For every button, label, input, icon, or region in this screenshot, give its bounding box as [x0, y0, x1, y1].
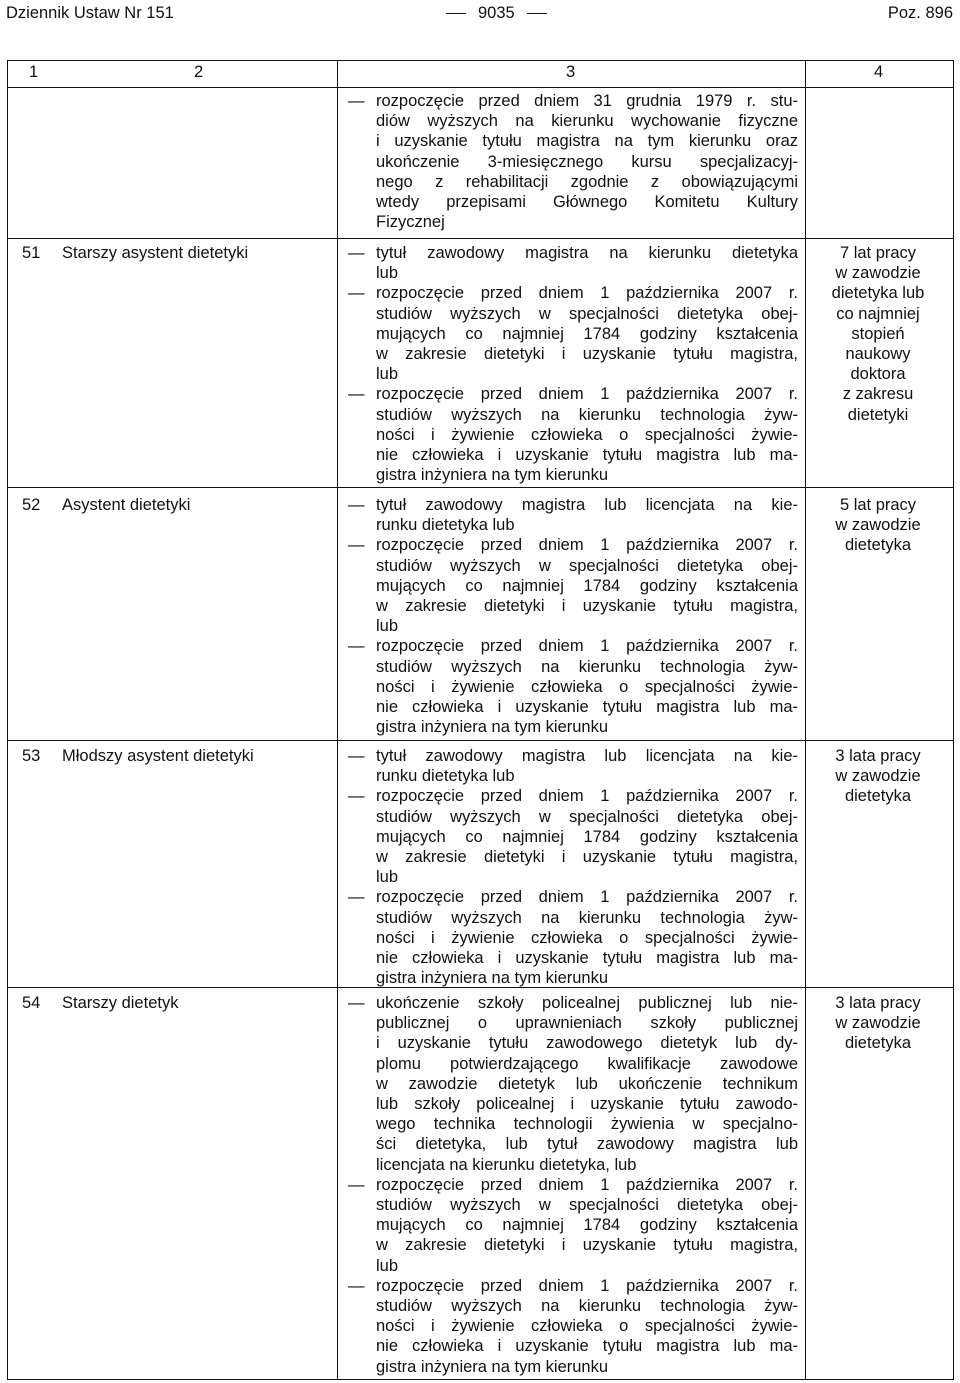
column-header-4: 4 [874, 63, 884, 81]
column-header-2: 2 [194, 63, 204, 81]
row-number: 51 [22, 244, 41, 262]
row-divider [7, 740, 954, 741]
text-line: ności i żywienie człowieka o specjalności żywie- [376, 928, 798, 947]
text-line: w zakresie dietetyki i uzyskanie tytułu magistra, [376, 848, 798, 867]
text-line: mujących co najmniej 1784 godziny kształcenia [376, 324, 798, 343]
table-row-54-requirements [348, 993, 798, 1377]
text-line: i uzyskanie tytułu zawodowego dietetyk lub dy- [376, 1034, 798, 1053]
text-line: Fizycznej [376, 213, 445, 232]
text-line: rozpoczęcie przed dniem 1 października 2007 r. [376, 385, 798, 404]
requirement-item [348, 1276, 798, 1377]
header-row-divider [7, 87, 954, 88]
text-line: nie człowieka i uzyskanie tytułu magistra lub ma- [376, 698, 798, 717]
text-line: nego z rehabilitacji zgodnie z obowiązującymi [376, 172, 798, 191]
text-line: rozpoczęcie przed dniem 1 października 2007 r. [376, 787, 798, 806]
text-line: studiów wyższych w specjalności dietetyka obej- [376, 807, 798, 826]
text-line: w zakresie dietetyki i uzyskanie tytułu magistra, [376, 597, 798, 616]
text-line: publicznej o uprawnieniach szkoły publicznej [376, 1014, 798, 1033]
text-line: rozpoczęcie przed dniem 31 grudnia 1979 r. stu- [376, 92, 798, 110]
text-line: nie człowieka i uzyskanie tytułu magistra lub ma- [376, 446, 798, 465]
experience-line: z zakresu [842, 385, 914, 404]
text-line: ności i żywienie człowieka o specjalności żywie- [376, 1317, 798, 1336]
table-row-53-title-cell [22, 746, 254, 766]
text-line: i uzyskanie tytułu magistra na tym kierunku oraz [376, 132, 798, 151]
text-line: w zawodzie dietetyk lub ukończenie technikum [376, 1074, 798, 1093]
text-line: tytuł zawodowy magistra lub licencjata na kie- [376, 747, 798, 765]
text-line: studiów wyższych na kierunku technologia żyw- [376, 405, 798, 424]
position-title: Asystent dietetyki [62, 496, 191, 514]
requirement-item [348, 384, 798, 485]
em-dash-bullet: — [348, 536, 365, 555]
requirement-item [348, 887, 798, 988]
dash-left [446, 13, 466, 14]
dash-right [527, 13, 547, 14]
requirement-item [348, 746, 798, 786]
table-row-53-requirements [348, 746, 798, 988]
experience-line: dietetyka [844, 536, 912, 555]
text-line: studiów wyższych na kierunku technologia żyw- [376, 1297, 798, 1316]
text-line: wego technika technologii żywienia w specjalno- [376, 1115, 798, 1134]
column-divider-3-4 [805, 60, 806, 1380]
text-line: gistra inżyniera na tym kierunku [376, 969, 609, 988]
text-line: gistra inżyniera na tym kierunku [376, 466, 609, 485]
requirement-item [348, 636, 798, 737]
experience-line: w zawodzie [835, 264, 921, 283]
experience-line: dietetyka [844, 1034, 912, 1053]
table-row-54-title-cell [22, 993, 178, 1013]
table-row-53-experience [808, 746, 948, 807]
experience-line: stopień [851, 324, 905, 343]
text-line: studiów wyższych w specjalności dietetyka obej- [376, 556, 798, 575]
text-line: studiów wyższych w specjalności dietetyka obej- [376, 1196, 798, 1215]
table-row-52-requirements [348, 495, 798, 737]
text-line: runku dietetyka lub [376, 516, 515, 535]
text-line: plomu potwierdzającego kwalifikacje zawodowe [376, 1054, 798, 1073]
text-line: rozpoczęcie przed dniem 1 października 2007 r. [376, 284, 798, 303]
text-line: licencjata na kierunku dietetyka, lub [376, 1155, 637, 1174]
text-line: lub [376, 1256, 399, 1275]
experience-line: dietetyki [847, 405, 909, 424]
text-line: lub [376, 617, 399, 636]
text-line: tytuł zawodowy magistra lub licencjata na kie- [376, 496, 798, 514]
text-line: gistra inżyniera na tym kierunku [376, 718, 609, 737]
table-row-52-title-cell [22, 495, 190, 515]
experience-line: 3 lata pracy [835, 994, 921, 1012]
text-line: rozpoczęcie przed dniem 1 października 2007 r. [376, 888, 798, 907]
em-dash-bullet: — [348, 747, 365, 765]
requirement-item [348, 495, 798, 535]
row-number: 53 [22, 747, 41, 765]
em-dash-bullet: — [348, 888, 365, 907]
text-line: ukończenie 3-miesięcznego kursu specjalizacyj- [376, 152, 798, 171]
text-line: tytuł zawodowy magistra na kierunku dietetyka [376, 244, 798, 262]
text-line: mujących co najmniej 1784 godziny kształcenia [376, 1216, 798, 1235]
experience-line: w zawodzie [835, 516, 921, 535]
position-title: Starszy dietetyk [62, 994, 179, 1012]
position-label: Poz. 896 [887, 4, 953, 22]
requirement-item [348, 786, 798, 887]
requirement-item [348, 993, 798, 1175]
text-line: ukończenie szkoły policealnej publicznej lub nie- [376, 994, 798, 1012]
column-header-3: 3 [566, 63, 576, 81]
text-line: studiów wyższych w specjalności dietetyka obej- [376, 304, 798, 323]
column-header-1: 1 [29, 63, 39, 81]
text-line: rozpoczęcie przed dniem 1 października 2007 r. [376, 536, 798, 555]
text-line: runku dietetyka lub [376, 767, 515, 786]
text-line: w zakresie dietetyki i uzyskanie tytułu magistra, [376, 1236, 798, 1255]
experience-line: doktora [850, 365, 906, 384]
table-row-51-experience [808, 243, 948, 425]
experience-line: co najmniej [836, 304, 920, 323]
experience-line: w zawodzie [835, 767, 921, 786]
em-dash-bullet: — [348, 637, 365, 656]
em-dash-bullet: — [348, 1276, 365, 1295]
page-header [0, 0, 960, 36]
em-dash-bullet: — [348, 496, 365, 514]
text-line: nie człowieka i uzyskanie tytułu magistra lub ma- [376, 949, 798, 968]
text-line: ności i żywienie człowieka o specjalności żywie- [376, 677, 798, 696]
requirement-item [348, 243, 798, 283]
em-dash-bullet: — [348, 92, 365, 110]
text-line: studiów wyższych na kierunku technologia żyw- [376, 657, 798, 676]
row-divider [7, 238, 954, 239]
text-line: lub [376, 365, 399, 384]
em-dash-bullet: — [348, 244, 365, 262]
text-line: studiów wyższych na kierunku technologia żyw- [376, 908, 798, 927]
text-line: ści dietetyka, lub tytuł zawodowy magistra lub [376, 1135, 798, 1154]
continuation-requirements [348, 91, 798, 232]
requirement-item [348, 535, 798, 636]
em-dash-bullet: — [348, 385, 365, 404]
text-line: gistra inżyniera na tym kierunku [376, 1357, 609, 1376]
row-divider [7, 487, 954, 488]
row-number: 54 [22, 994, 41, 1012]
text-line: wtedy przepisami Głównego Komitetu Kultury [376, 193, 798, 212]
table-row-51-requirements [348, 243, 798, 485]
text-line: diów wyższych na kierunku wychowanie fizyczne [376, 112, 798, 131]
experience-line: w zawodzie [835, 1014, 921, 1033]
text-line: mujących co najmniej 1784 godziny kształcenia [376, 576, 798, 595]
requirement-item [348, 1175, 798, 1276]
experience-line: 7 lat pracy [839, 244, 917, 262]
experience-line: 5 lat pracy [839, 496, 917, 514]
text-line: rozpoczęcie przed dniem 1 października 2007 r. [376, 1175, 798, 1194]
text-line: lub [376, 868, 399, 887]
experience-line: dietetyka [844, 787, 912, 806]
page-number: 9035 [478, 4, 515, 22]
table-row-52-experience [808, 495, 948, 556]
em-dash-bullet: — [348, 994, 365, 1012]
text-line: w zakresie dietetyki i uzyskanie tytułu magistra, [376, 345, 798, 364]
position-title: Młodszy asystent dietetyki [62, 747, 254, 765]
text-line: mujących co najmniej 1784 godziny kształcenia [376, 827, 798, 846]
page-number-group [434, 4, 559, 23]
journal-title: Dziennik Ustaw Nr 151 [6, 4, 174, 22]
text-line: lub [376, 264, 399, 283]
requirement-item [348, 283, 798, 384]
experience-line: 3 lata pracy [835, 747, 921, 765]
text-line: lub szkoły policealnej i uzyskanie tytułu zawodo- [376, 1095, 798, 1114]
em-dash-bullet: — [348, 284, 365, 303]
text-line: ności i żywienie człowieka o specjalności żywie- [376, 425, 798, 444]
table-row-54-experience [808, 993, 948, 1054]
experience-line: dietetyka lub [831, 284, 925, 303]
text-line: rozpoczęcie przed dniem 1 października 2007 r. [376, 637, 798, 656]
experience-line: naukowy [845, 345, 911, 364]
column-divider-2-3 [337, 60, 338, 1380]
text-line: rozpoczęcie przed dniem 1 października 2007 r. [376, 1276, 798, 1295]
table-row-51-title-cell [22, 243, 248, 263]
position-title: Starszy asystent dietetyki [62, 244, 249, 262]
row-number: 52 [22, 496, 41, 514]
em-dash-bullet: — [348, 1175, 365, 1194]
em-dash-bullet: — [348, 787, 365, 806]
text-line: nie człowieka i uzyskanie tytułu magistra lub ma- [376, 1337, 798, 1356]
requirement-item [348, 91, 798, 232]
